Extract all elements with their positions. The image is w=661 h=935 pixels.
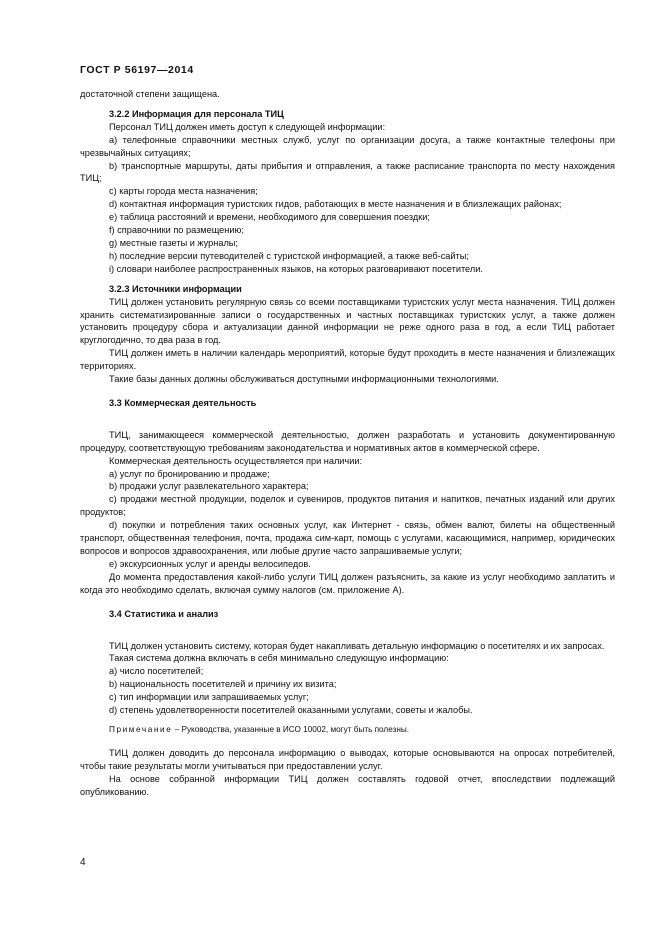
intro-text: достаточной степени защищена. (80, 89, 220, 99)
section-3-4 (80, 608, 615, 799)
list-item: d) контактная информация туристских гидов, работающих в месте назначения и в близлежащих районах; (109, 199, 562, 210)
section-3-2-2-lead: Персонал ТИЦ должен иметь доступ к следующей информации: (109, 121, 386, 132)
list-item: g) местные газеты и журналы; (109, 237, 238, 248)
list-item: b) национальность посетителей и причину их визита; (109, 679, 337, 690)
section-3-3-lead: Коммерческая деятельность осуществляется при наличии: (109, 455, 363, 466)
document-header: ГОСТ Р 56197—2014 (80, 64, 194, 76)
list-item: a) услуг по бронированию и продаже; (109, 468, 270, 479)
section-3-2-3-heading: 3.2.3 Источники информации (109, 283, 242, 294)
note-text: – Руководства, указанные в ИСО 10002, могут быть полезны. (172, 724, 410, 734)
paragraph: До момента предоставления какой-либо услуги ТИЦ должен разъяснить, за какие из услуг необходимо заплатить и когда это необходимо сделать, включая сумму налогов (см. приложение А). (80, 571, 615, 595)
list-item: c) карты города места назначения; (109, 186, 258, 197)
list-item: i) словари наиболее распространенных языков, на которых разговаривают посетители. (109, 263, 483, 274)
section-3-3-heading: 3.3 Коммерческая деятельность (109, 397, 257, 408)
paragraph: ТИЦ, занимающееся коммерческой деятельностью, должен разработать и установить документированную процедуру, соответствующую требованиям законодательства и нормативных актов в коммерческой сфере. (80, 429, 615, 453)
list-item: f) справочники по размещению; (109, 225, 244, 236)
paragraph: ТИЦ должен установить систему, которая будет накапливать детальную информацию о посетителях и их запросах. (109, 640, 605, 651)
note-label: Примечание (109, 724, 173, 734)
paragraph: На основе собранной информации ТИЦ должен составлять годовой отчет, впоследствии подлежащий опубликованию. (80, 773, 615, 797)
page-number: 4 (80, 857, 86, 868)
list-item: c) продажи местной продукции, поделок и сувениров, продуктов питания и напитков, печатных изданий или других продуктов; (80, 494, 615, 518)
section-3-4-heading: 3.4 Статистика и анализ (109, 608, 219, 619)
paragraph: ТИЦ должен доводить до персонала информацию о выводах, которые основываются на опросах потребителей, чтобы такие результаты могли учитываться при предоставлении услуг. (80, 747, 615, 771)
list-item: c) тип информации или запрашиваемых услуг; (109, 692, 309, 703)
list-item: e) экскурсионных услуг и аренды велосипедов. (109, 558, 311, 569)
section-3-2-2 (80, 108, 615, 276)
document-body (80, 88, 615, 799)
paragraph: ТИЦ должен установить регулярную связь со всеми поставщиками туристских услуг места назначения. ТИЦ должен хранить систематизированные записи о государственных и частных поставщиках туристских услуг, а также должен установить процедуру сбора и актуализации данной информации не реже одного раза в год, а если ТИЦ работает круглогодично, то два раза в год. (80, 296, 615, 346)
list-item: a) телефонные справочники местных служб, услуг по организации досуга, а также контактные телефоны при чрезвычайных ситуациях; (80, 134, 615, 158)
list-item: h) последние версии путеводителей с туристской информацией, а также веб-сайты; (109, 250, 469, 261)
section-3-3 (80, 397, 615, 597)
section-3-2-3 (80, 283, 615, 386)
list-item: e) таблица расстояний и времени, необходимого для совершения поездки; (109, 212, 430, 223)
list-item: d) покупки и потребления таких основных услуг, как Интернет - связь, обмен валют, билеты на общественный транспорт, общественная телефония, почта, продажа сим-карт, помощь с услугами, касающимися, например, юридических вопросов и вопросов здравоохранения, или любые другие часто запрашиваемые услуги; (80, 520, 615, 556)
paragraph: ТИЦ должен иметь в наличии календарь мероприятий, которые будут проходить в месте назначения и близлежащих территориях. (80, 348, 615, 372)
list-item: b) транспортные маршруты, даты прибытия и отправления, а также расписание транспорта по месту нахождения ТИЦ; (80, 160, 615, 184)
list-item: b) продажи услуг развлекательного характера; (109, 481, 309, 492)
paragraph: Такие базы данных должны обслуживаться доступными информационными технологиями. (109, 374, 499, 385)
section-3-2-2-heading: 3.2.2 Информация для персонала ТИЦ (109, 108, 284, 119)
section-3-4-lead: Такая система должна включать в себя минимально следующую информацию: (109, 653, 449, 664)
list-item: d) степень удовлетворенности посетителей оказанными услугами, советы и жалобы. (109, 705, 473, 716)
note (80, 724, 615, 737)
list-item: a) число посетителей; (109, 666, 204, 677)
